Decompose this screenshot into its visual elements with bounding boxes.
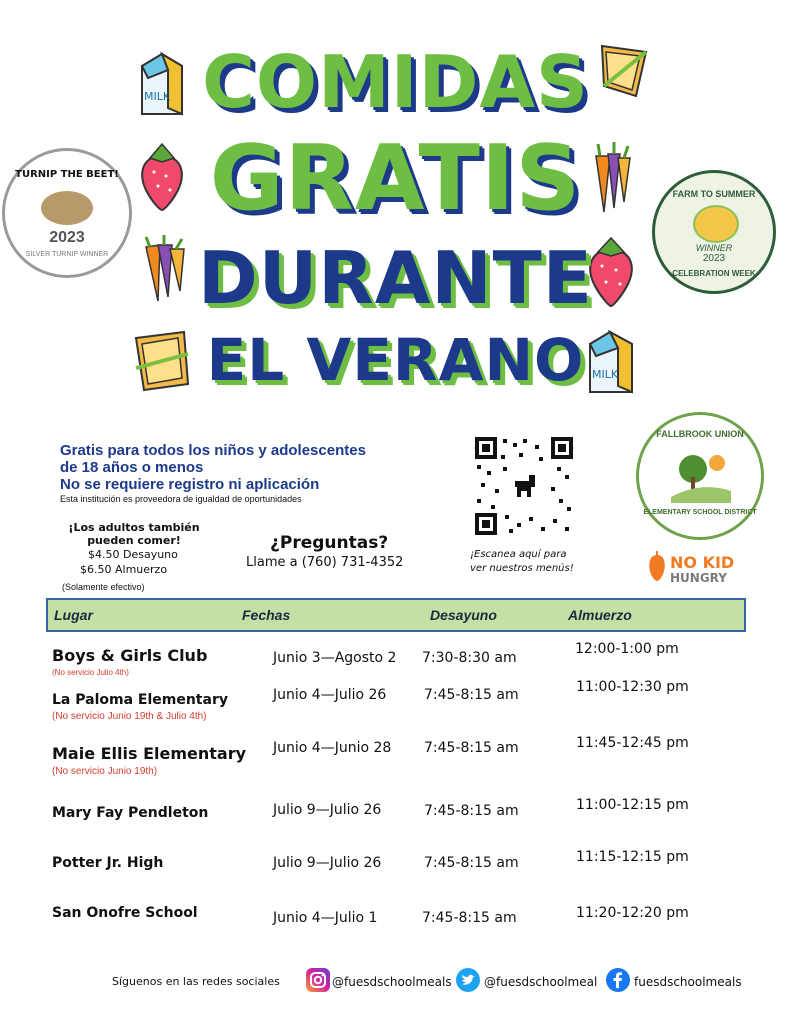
row-dates: Junio 4—Julio 26 xyxy=(273,687,387,703)
location-note: (No servicio Julio 4th) xyxy=(52,668,129,677)
scan-text-2: ver nuestros menús! xyxy=(470,563,574,574)
adults-title-1: ¡Los adultos también xyxy=(68,521,200,534)
badge-year: 2023 xyxy=(702,253,726,264)
info-line-1: Gratis para todos los niños y adolescentes xyxy=(60,442,366,459)
district-bottom-text: ELEMENTARY SCHOOL DISTRICT xyxy=(643,509,757,516)
header-breakfast: Desayuno xyxy=(430,607,497,623)
turnip-award-badge xyxy=(2,148,132,278)
badge-bottom-text: SILVER TURNIP WINNER xyxy=(25,251,109,258)
questions-heading: ¿Preguntas? xyxy=(270,533,389,553)
row-lunch: 11:20-12:20 pm xyxy=(576,905,689,921)
table-header xyxy=(46,598,746,632)
row-dates: Julio 9—Julio 26 xyxy=(273,802,382,818)
phone-number: Llame a (760) 731-4352 xyxy=(246,555,404,570)
row-lunch: 11:45-12:45 pm xyxy=(576,735,689,751)
title-line-1: COMIDAS xyxy=(202,40,589,124)
facebook-handle[interactable]: fuesdschoolmeals xyxy=(634,975,742,989)
row-breakfast: 7:45-8:15 am xyxy=(424,803,519,819)
row-dates: Julio 9—Julio 26 xyxy=(273,855,382,871)
title-line-4: EL VERANO xyxy=(206,326,585,394)
badge-winner: WINNER xyxy=(695,243,733,253)
breakfast-price: $4.50 Desayuno xyxy=(88,548,178,561)
row-breakfast: 7:45-8:15 am xyxy=(424,687,519,703)
milk-label: MILK xyxy=(592,368,619,381)
cash-only-note: (Solamente efectivo) xyxy=(62,582,145,592)
twitter-icon[interactable] xyxy=(456,968,480,992)
equal-opportunity-text: Esta institución es proveedora de igualdad de oportunidades xyxy=(60,494,302,504)
row-lunch: 11:15-12:15 pm xyxy=(576,849,689,865)
facebook-icon[interactable] xyxy=(606,968,630,992)
apple-icon xyxy=(648,551,666,583)
header-place: Lugar xyxy=(54,607,93,623)
header-lunch: Almuerzo xyxy=(568,607,632,623)
row-lunch: 11:00-12:15 pm xyxy=(576,797,689,813)
qr-code[interactable] xyxy=(473,435,575,537)
location-name: San Onofre School xyxy=(52,905,198,921)
adults-title-2: pueden comer! xyxy=(87,534,181,547)
badge-bottom-text: CELEBRATION WEEK xyxy=(672,269,756,278)
row-breakfast: 7:45-8:15 am xyxy=(422,910,517,926)
lunch-price: $6.50 Almuerzo xyxy=(80,563,168,576)
milk-label: MILK xyxy=(144,90,171,103)
row-dates: Junio 3—Agosto 2 xyxy=(273,650,397,666)
location-note: (No servicio Junio 19th & Julio 4th) xyxy=(52,711,207,722)
header-dates: Fechas xyxy=(242,607,291,623)
location-name: Boys & Girls Club xyxy=(52,646,208,665)
location-name: La Paloma Elementary xyxy=(52,692,228,708)
row-lunch: 11:00-12:30 pm xyxy=(576,679,689,695)
nokid-line-1: NO KID xyxy=(670,553,735,572)
instagram-handle[interactable]: @fuesdschoolmeals xyxy=(332,975,452,989)
info-line-2: de 18 años o menos xyxy=(60,459,204,476)
badge-top-text: TURNIP THE BEET! xyxy=(15,169,119,180)
location-name: Potter Jr. High xyxy=(52,855,164,871)
turnip-icon xyxy=(41,191,93,225)
location-name: Mary Fay Pendleton xyxy=(52,805,209,821)
info-line-3: No se requiere registro ni aplicación xyxy=(60,476,320,493)
nokid-line-2: HUNGRY xyxy=(670,571,727,585)
location-name: Maie Ellis Elementary xyxy=(52,744,247,763)
district-logo xyxy=(636,412,764,540)
tree-icon xyxy=(671,447,731,503)
district-top-text: FALLBROOK UNION xyxy=(656,429,744,439)
row-lunch: 12:00-1:00 pm xyxy=(575,641,679,657)
title-line-2: GRATIS xyxy=(209,126,582,231)
melon-icon xyxy=(693,205,739,243)
row-dates: Junio 4—Junio 28 xyxy=(273,740,392,756)
follow-text: Síguenos en las redes sociales xyxy=(112,975,280,988)
title-line-3: DURANTE xyxy=(198,236,593,320)
location-note: (No servicio Junio 19th) xyxy=(52,766,158,777)
badge-top-text: FARM TO SUMMER xyxy=(672,189,756,199)
row-breakfast: 7:45-8:15 am xyxy=(424,740,519,756)
row-breakfast: 7:45-8:15 am xyxy=(424,855,519,871)
badge-year: 2023 xyxy=(49,229,85,246)
instagram-icon[interactable] xyxy=(306,968,330,992)
twitter-handle[interactable]: @fuesdschoolmeal xyxy=(484,975,598,989)
row-dates: Junio 4—Julio 1 xyxy=(273,910,378,926)
row-breakfast: 7:30-8:30 am xyxy=(422,650,517,666)
scan-text-1: ¡Escanea aquí para xyxy=(470,549,567,560)
farm-to-summer-badge xyxy=(652,170,776,294)
